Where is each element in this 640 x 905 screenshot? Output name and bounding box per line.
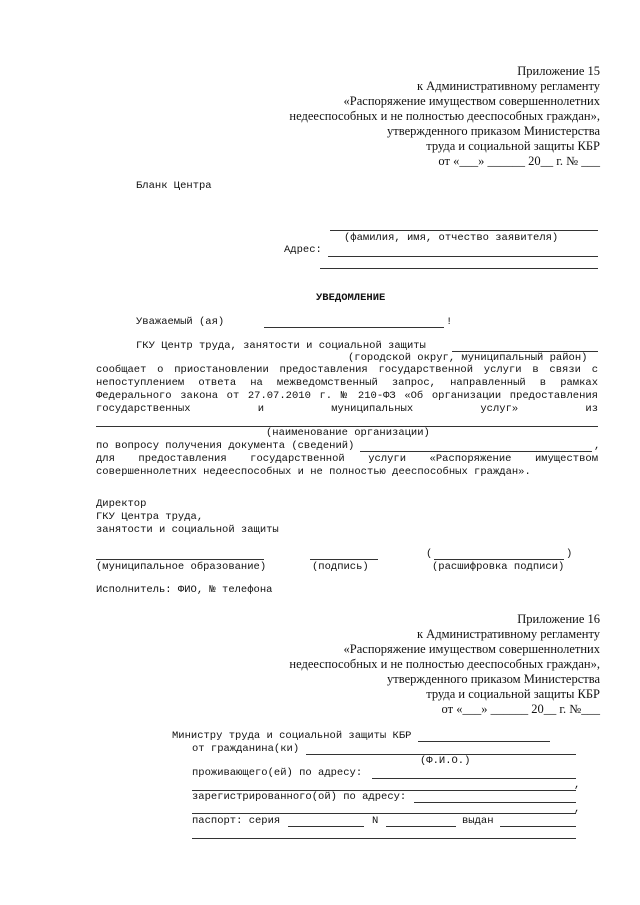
applicant-name-line	[330, 230, 598, 231]
notice-title: УВЕДОМЛЕНИЕ	[316, 292, 386, 304]
signature-bracket-left: (	[426, 548, 433, 560]
passport-number-label: N	[372, 815, 379, 827]
header-date-line: от «___» ______ 20__ г. № ___	[438, 154, 600, 168]
municipality-line	[96, 559, 264, 560]
recipient-name-line	[264, 327, 444, 328]
header-date-line: от «___» ______ 20__ г. №___	[441, 702, 600, 716]
registered-address-label: зарегистрированного(ой) по адресу:	[192, 791, 407, 803]
signature-transcript-caption: (расшифровка подписи)	[432, 561, 565, 573]
header-line: труда и социальной защиты КБР	[426, 687, 600, 701]
address-label: Адрес:	[284, 244, 322, 256]
body-line: государственных и муниципальных услуг» из	[96, 403, 598, 415]
header-line: утвержденного приказом Министерства	[387, 672, 600, 686]
body-line: сообщает о приостановлении предоставления государственной услуги в связи с	[96, 364, 598, 376]
header-line: труда и социальной защиты КБР	[426, 139, 600, 153]
passport-series-line	[288, 826, 364, 827]
living-address-label: проживающего(ей) по адресу:	[192, 767, 363, 779]
passport-series-label: паспорт: серия	[192, 815, 281, 827]
body-line: для предоставления государственной услуги «Распоряжение имуществом	[96, 453, 598, 465]
signature-bracket-right: )	[566, 548, 573, 560]
signature-transcript-line	[434, 559, 564, 560]
document-name-line	[360, 451, 592, 452]
minister-line	[418, 741, 550, 742]
registered-address-line-2	[192, 813, 576, 814]
registered-address-line-1	[414, 802, 576, 803]
address-line-1	[328, 256, 598, 257]
document-request-line: по вопросу получения документа (сведений)	[96, 440, 355, 452]
passport-number-line	[386, 826, 456, 827]
passport-issued-label: выдан	[462, 815, 494, 827]
minister-addressee: Министру труда и социальной защиты КБР	[172, 730, 412, 742]
appendix-16-header	[289, 612, 600, 717]
center-letterhead-label: Бланк Центра	[136, 180, 212, 192]
organization-caption: (наименование организации)	[266, 427, 430, 439]
body-line: непоступлением ответа на межведомственный запрос, направленный в рамках	[96, 377, 598, 389]
registered-address-comma: ,	[574, 803, 581, 815]
header-line: недееспособных и не полностью дееспособных граждан»,	[289, 109, 600, 123]
header-line: «Распоряжение имуществом совершеннолетних	[343, 94, 600, 108]
applicant-name-caption: (фамилия, имя, отчество заявителя)	[344, 232, 559, 244]
signature-title: занятости и социальной защиты	[96, 524, 279, 536]
center-name-line: ГКУ Центр труда, занятости и социальной защиты	[136, 340, 426, 352]
from-citizen-label: от гражданина(ки)	[192, 743, 300, 755]
greeting: Уважаемый (ая)	[136, 316, 225, 328]
passport-issued-line	[500, 826, 576, 827]
signature-title: Директор	[96, 498, 147, 510]
document-line-comma: ,	[594, 440, 601, 452]
passport-continuation-line	[192, 838, 576, 839]
header-line: «Распоряжение имуществом совершеннолетних	[343, 642, 600, 656]
district-caption: (городской округ, муниципальный район)	[348, 352, 588, 364]
appendix-15-number: Приложение 15	[517, 64, 600, 78]
signature-line	[310, 559, 378, 560]
greeting-exclamation: !	[446, 316, 453, 328]
municipality-caption: (муниципальное образование)	[96, 561, 267, 573]
header-line: недееспособных и не полностью дееспособных граждан»,	[289, 657, 600, 671]
signature-caption: (подпись)	[312, 561, 369, 573]
citizen-name-caption: (Ф.И.О.)	[420, 755, 471, 767]
executor-line: Исполнитель: ФИО, № телефона	[96, 584, 273, 596]
header-line: к Административному регламенту	[416, 627, 600, 641]
appendix-16-number: Приложение 16	[517, 612, 600, 626]
header-line: утвержденного приказом Министерства	[387, 124, 600, 138]
header-line: к Административному регламенту	[416, 79, 600, 93]
body-line: совершеннолетних недееспособных и не полностью дееспособных граждан».	[96, 466, 531, 478]
appendix-15-header	[289, 64, 600, 169]
address-line-2	[320, 268, 598, 269]
living-address-comma: ,	[574, 779, 581, 791]
signature-title: ГКУ Центра труда,	[96, 511, 204, 523]
body-line: Федерального закона от 27.07.2010 г. № 210-ФЗ «Об организации предоставления	[96, 390, 598, 402]
living-address-line-1	[372, 778, 576, 779]
